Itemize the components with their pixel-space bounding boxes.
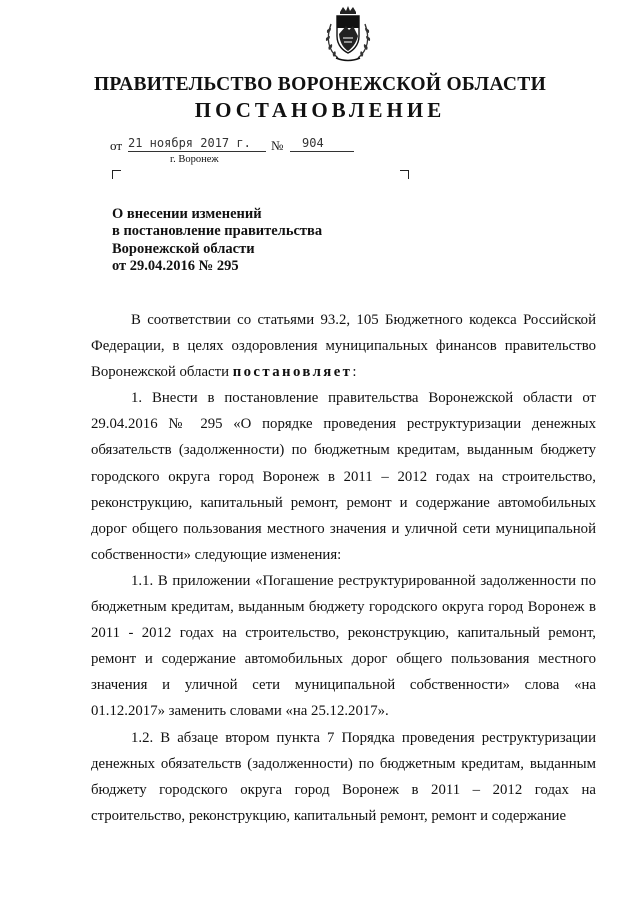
subject-line: О внесении изменений [112, 206, 262, 222]
date-underline [128, 151, 266, 152]
preamble-paragraph [91, 307, 596, 385]
date-from-label: от [110, 138, 123, 153]
preamble-end: : [352, 364, 357, 381]
corner-mark-right [400, 170, 409, 179]
paragraph-item-1: 1. Внести в постановление правительства Воронежской области от 29.04.2016 № 295 «О порядке проведения реструктуризации денежных обязательств (задолженности) по бюджетным кредитам, выданным бюджету городского округа город Воронеж в 2011 – 2012 годах на строительство, реконструкцию, капитальный ремонт, ремонт и содержание автомобильных дорог общего пользования местного значения и уличной сети муниципальной собственности» следующие изменения: [91, 390, 596, 563]
organization-title: ПРАВИТЕЛЬСТВО ВОРОНЕЖСКОЙ ОБЛАСТИ [93, 74, 547, 95]
voronezh-coat-of-arms-icon [322, 6, 374, 64]
document-subject [112, 206, 412, 275]
subject-line: Воронежской области [112, 240, 255, 257]
paragraph-item-1-2: 1.2. В абзаце втором пункта 7 Порядка проведения реструктуризации денежных обязательств (задолженности) по бюджетным кредитам, выданным бюджету городского округа город Воронеж в 2011 – 2012 годах на строительство, реконструкцию, капитальный ремонт, ремонт и содержание [91, 729, 596, 824]
number-underline [290, 151, 354, 152]
document-type-title: ПОСТАНОВЛЕНИЕ [194, 98, 446, 122]
subject-line: в постановление правительства [112, 223, 323, 240]
preamble-text: В соответствии со статьями 93.2, 105 Бюджетного кодекса Российской Федерации, в целях оздоровления муниципальных финансов правительство Воронежской области [91, 312, 596, 381]
document-body [91, 307, 596, 829]
subject-line: от 29.04.2016 № 295 [112, 257, 239, 274]
corner-mark-left [112, 170, 121, 179]
paragraph-item-1-1: 1.1. В приложении «Погашение реструктурированной задолженности по бюджетным кредитам, выданным бюджету городского округа город Воронеж в 2011 - 2012 годах на строительство, реконструкцию, капитальный ремонт, ремонт и содержание автомобильных дорог общего пользования местного значения и уличной сети муниципальной собственности» слова «на 01.12.2017» заменить словами «на 25.12.2017». [91, 572, 596, 720]
document-date: 21 ноября 2017 г. [128, 136, 251, 150]
number-label: № [271, 138, 284, 153]
preamble-emphasis: постановляет [232, 364, 353, 381]
document-number: 904 [302, 136, 324, 150]
city-label: г. Воронеж [170, 154, 219, 165]
